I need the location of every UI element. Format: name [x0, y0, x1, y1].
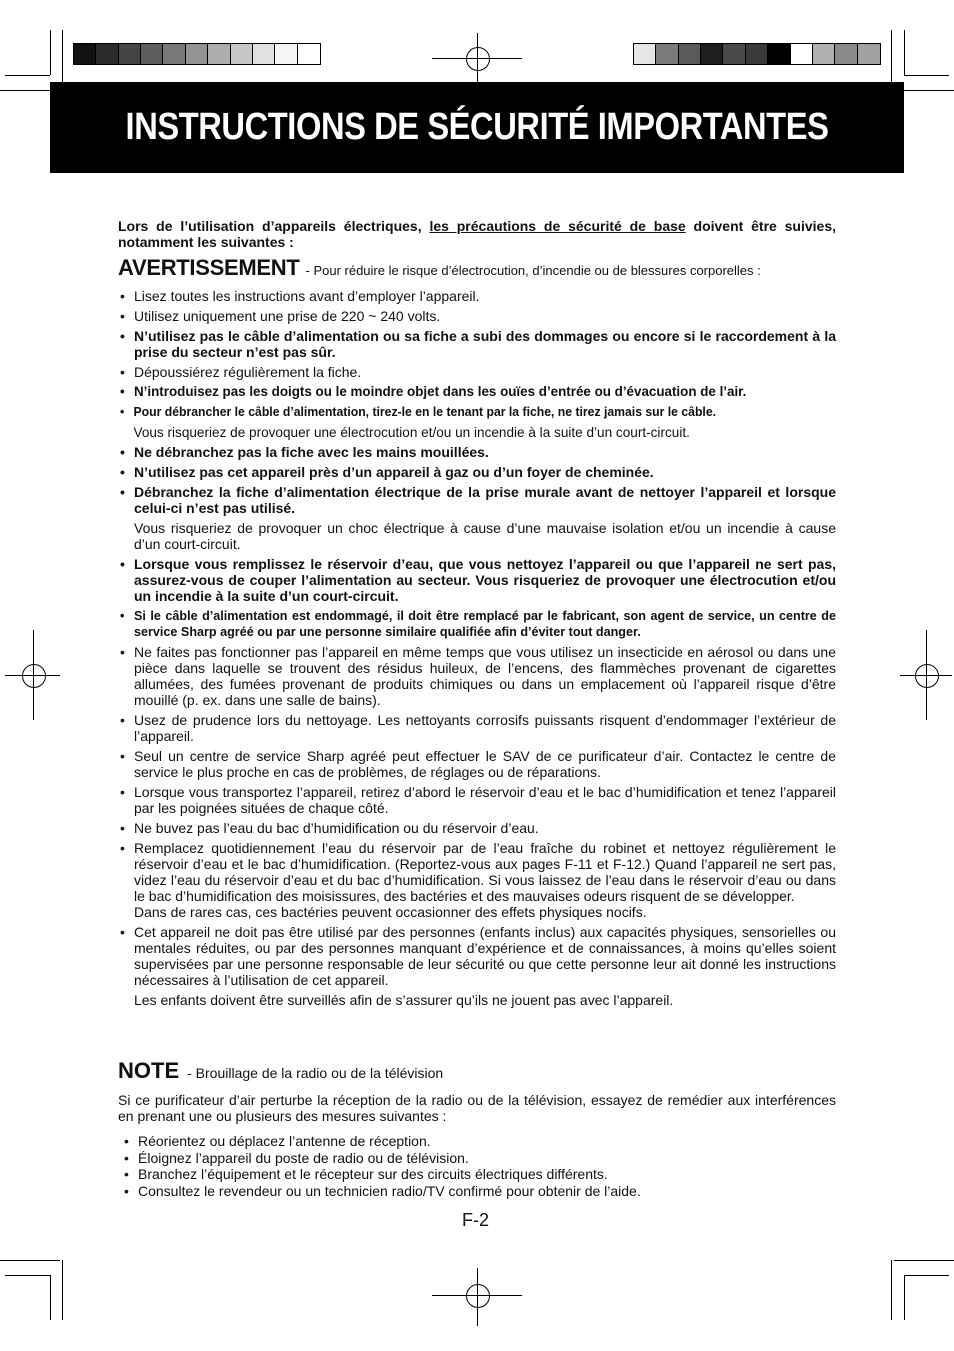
color-bar-right	[633, 43, 881, 65]
page-number: F-2	[462, 1210, 489, 1230]
item-text: Branchez l’équipement et le récepteur sur des circuits électriques différents.	[138, 1166, 608, 1182]
color-swatch	[141, 44, 163, 64]
item-text: Lorsque vous transportez l’appareil, retirez d’abord le réservoir d’eau et le bac d’humidification et tenez l’appareil par les poignées situées de chaque côté.	[134, 784, 836, 816]
list-item	[118, 608, 836, 640]
intro-after: doivent être suivies, notamment les suivantes :	[118, 218, 837, 250]
color-swatch	[746, 44, 768, 64]
item-text: Usez de prudence lors du nettoyage. Les nettoyants corrosifs puissants risquent d’endommager l’extérieur de l’appareil.	[134, 712, 836, 744]
bullet-glyph: •	[124, 1166, 129, 1182]
item-text: Consultez le revendeur ou un technicien radio/TV confirmé pour obtenir de l’aide.	[138, 1182, 641, 1199]
item-text: Pour débrancher le câble d’alimentation, tirez-le en le tenant par la fiche, ne tirez jamais sur le câble.	[133, 405, 717, 419]
bullet-glyph: •	[120, 924, 125, 940]
list-item	[118, 924, 836, 1008]
note-list	[122, 1133, 836, 1199]
bullet-glyph: •	[120, 748, 125, 764]
bullet-glyph: •	[120, 644, 125, 660]
item-text: N’utilisez pas cet appareil près d’un appareil à gaz ou d’un foyer de cheminée.	[134, 464, 654, 480]
bullet-glyph: •	[120, 712, 125, 728]
item-text: N’utilisez pas le câble d’alimentation ou sa fiche a subi des dommages ou encore si le raccordement à la prise du secteur n’est pas sûr.	[134, 328, 836, 360]
list-item	[118, 464, 836, 480]
color-swatch	[275, 44, 297, 64]
warning-header	[118, 255, 848, 281]
crosshair-right	[900, 630, 954, 720]
list-item	[122, 1133, 836, 1150]
title-banner	[50, 82, 904, 173]
bullet-glyph: •	[119, 405, 125, 419]
list-item	[118, 288, 836, 304]
color-swatch	[835, 44, 857, 64]
item-text: Ne débranchez pas la fiche avec les mains mouillées.	[134, 444, 489, 460]
list-item	[118, 556, 836, 604]
warning-list	[118, 288, 836, 1012]
bullet-glyph: •	[120, 609, 125, 623]
crosshair-bottom	[432, 1268, 522, 1328]
bullet-glyph: •	[120, 384, 125, 399]
bullet-glyph: •	[120, 444, 125, 460]
item-text: Lisez toutes les instructions avant d’employer l’appareil.	[134, 288, 480, 304]
list-item	[118, 444, 836, 460]
color-swatch	[656, 44, 678, 64]
color-swatch	[858, 44, 880, 64]
intro-underlined: les précautions de sécurité de base	[429, 218, 686, 234]
color-swatch	[813, 44, 835, 64]
color-swatch	[186, 44, 208, 64]
list-item	[118, 404, 814, 440]
list-item	[122, 1183, 836, 1200]
item-follow-text: Vous risqueriez de provoquer un choc électrique à cause d’une mauvaise isolation et/ou un incendie à cause d’un court-circuit.	[134, 520, 836, 552]
item-follow-text: Dans de rares cas, ces bactéries peuvent occasionner des effets physiques nocifs.	[134, 904, 647, 920]
color-swatch	[163, 44, 185, 64]
list-item	[118, 384, 836, 400]
color-swatch	[634, 44, 656, 64]
item-text: Ne faites pas fonctionner pas l’appareil en même temps que vous utilisez un insecticide en aérosol ou dans une pièce dans laquelle se trouvent des résidus huileux, de l’encens, des flammèches provenant de cigarettes allumées, des fumées provenant de produits chimiques ou dans un emplacement où l’appareil risque d’être mouillé (p. ex. dans une salle de bains).	[134, 644, 836, 708]
page-title: INSTRUCTIONS DE SÉCURITÉ IMPORTANTES	[125, 106, 829, 148]
note-intro: Si ce purificateur d’air perturbe la réception de la radio ou de la télévision, essayez de remédier aux interférences en prenant une ou plusieurs des mesures suivantes :	[118, 1092, 836, 1124]
color-swatch	[253, 44, 275, 64]
bullet-glyph: •	[120, 464, 125, 480]
bullet-glyph: •	[120, 784, 125, 800]
warning-subtitle: - Pour réduire le risque d’électrocution, d’incendie ou de blessures corporelles :	[305, 263, 761, 278]
item-follow-text: Vous risqueriez de provoquer une électrocution et/ou un incendie à la suite d’un court-circuit.	[133, 424, 690, 440]
bullet-glyph: •	[120, 484, 125, 500]
list-item	[122, 1166, 836, 1183]
bullet-glyph: •	[124, 1133, 129, 1149]
intro-before: Lors de l’utilisation d’appareils électriques,	[118, 218, 430, 234]
list-item	[118, 644, 836, 708]
bullet-glyph: •	[120, 840, 125, 856]
item-text: Éloignez l’appareil du poste de radio ou de télévision.	[138, 1149, 469, 1166]
color-swatch	[208, 44, 230, 64]
item-text: Seul un centre de service Sharp agréé peut effectuer le SAV de ce purificateur d’air. Contactez le centre de service le plus proche en cas de problèmes, de réglages ou de réparations.	[134, 748, 836, 780]
intro-text	[118, 218, 836, 250]
color-swatch	[768, 44, 790, 64]
note-header	[118, 1058, 443, 1084]
warning-heading: AVERTISSEMENT	[118, 255, 300, 280]
item-text: Dépoussiérez régulièrement la fiche.	[134, 364, 362, 380]
bullet-glyph: •	[120, 288, 125, 304]
list-item	[118, 820, 836, 836]
color-swatch	[96, 44, 118, 64]
color-swatch	[119, 44, 141, 64]
bullet-glyph: •	[120, 328, 125, 344]
list-item	[118, 784, 836, 816]
list-item	[118, 364, 836, 380]
list-item	[118, 712, 836, 744]
bullet-glyph: •	[120, 364, 125, 380]
note-subtitle: - Brouillage de la radio ou de la télévision	[187, 1065, 444, 1081]
color-bar-left	[73, 43, 321, 65]
bullet-glyph: •	[120, 820, 125, 836]
item-text: Débranchez la fiche d’alimentation électrique de la prise murale avant de nettoyer l’appareil et lorsque celui-ci n’est pas utilisé.	[134, 484, 836, 516]
crosshair-left	[5, 630, 65, 720]
bullet-glyph: •	[124, 1182, 129, 1199]
list-item	[118, 328, 836, 360]
color-swatch	[231, 44, 253, 64]
list-item	[118, 308, 836, 324]
item-text: Cet appareil ne doit pas être utilisé par des personnes (enfants inclus) aux capacités physiques, sensorielles ou mentales réduites, ou par des personnes manquant d’expérience et de connaissances, à moins qu’elles soient supervisées par une personne responsable de leur sécurité ou que cette personne leur ait donné les instructions nécessaires à l’utilisation de cet appareil.	[134, 924, 836, 988]
list-item	[118, 840, 836, 920]
color-swatch	[74, 44, 96, 64]
note-heading: NOTE	[118, 1058, 180, 1083]
color-swatch	[679, 44, 701, 64]
color-swatch	[723, 44, 745, 64]
list-item	[118, 748, 836, 780]
bullet-glyph: •	[120, 308, 125, 324]
item-text: N’introduisez pas les doigts ou le moindre objet dans les ouïes d’entrée ou d’évacuation de l’air.	[134, 384, 747, 399]
list-item	[118, 484, 836, 552]
color-swatch	[791, 44, 813, 64]
item-text: Si le câble d’alimentation est endommagé, il doit être remplacé par le fabricant, son agent de service, un centre de service Sharp agréé ou par une personne similaire qualifiée afin d’éviter tout danger.	[134, 609, 836, 639]
item-text: Remplacez quotidiennement l’eau du réservoir par de l’eau fraîche du robinet et nettoyez régulièrement le réservoir d’eau et le bac d’humidification. (Reportez-vous aux pages F-11 et F-12.) Quand l’appareil ne sert pas, videz l’eau du réservoir d’eau et du bac d’humidification. Si vous laissez de l’eau dans le réservoir d’eau ou dans le bac d’humidification des moisissures, des bactéries et des mauvaises odeurs risquent de se développer.	[134, 840, 836, 904]
list-item	[122, 1150, 836, 1167]
item-follow-text: Les enfants doivent être surveillés afin de s’assurer qu’ils ne jouent pas avec l’appareil.	[134, 992, 674, 1008]
bullet-glyph: •	[120, 556, 125, 572]
item-text: Lorsque vous remplissez le réservoir d’eau, que vous nettoyez l’appareil ou que l’appareil ne sert pas, assurez-vous de couper l’alimentation au secteur. Vous risqueriez de provoquer une électrocution et/ou un incendie à la suite d’un court-circuit.	[134, 556, 836, 604]
color-swatch	[701, 44, 723, 64]
bullet-glyph: •	[124, 1149, 129, 1166]
item-text: Ne buvez pas l’eau du bac d’humidification ou du réservoir d’eau.	[134, 820, 539, 836]
item-text: Utilisez uniquement une prise de 220 ~ 240 volts.	[134, 308, 441, 324]
item-text: Réorientez ou déplacez l’antenne de réception.	[138, 1133, 431, 1149]
color-swatch	[298, 44, 320, 64]
